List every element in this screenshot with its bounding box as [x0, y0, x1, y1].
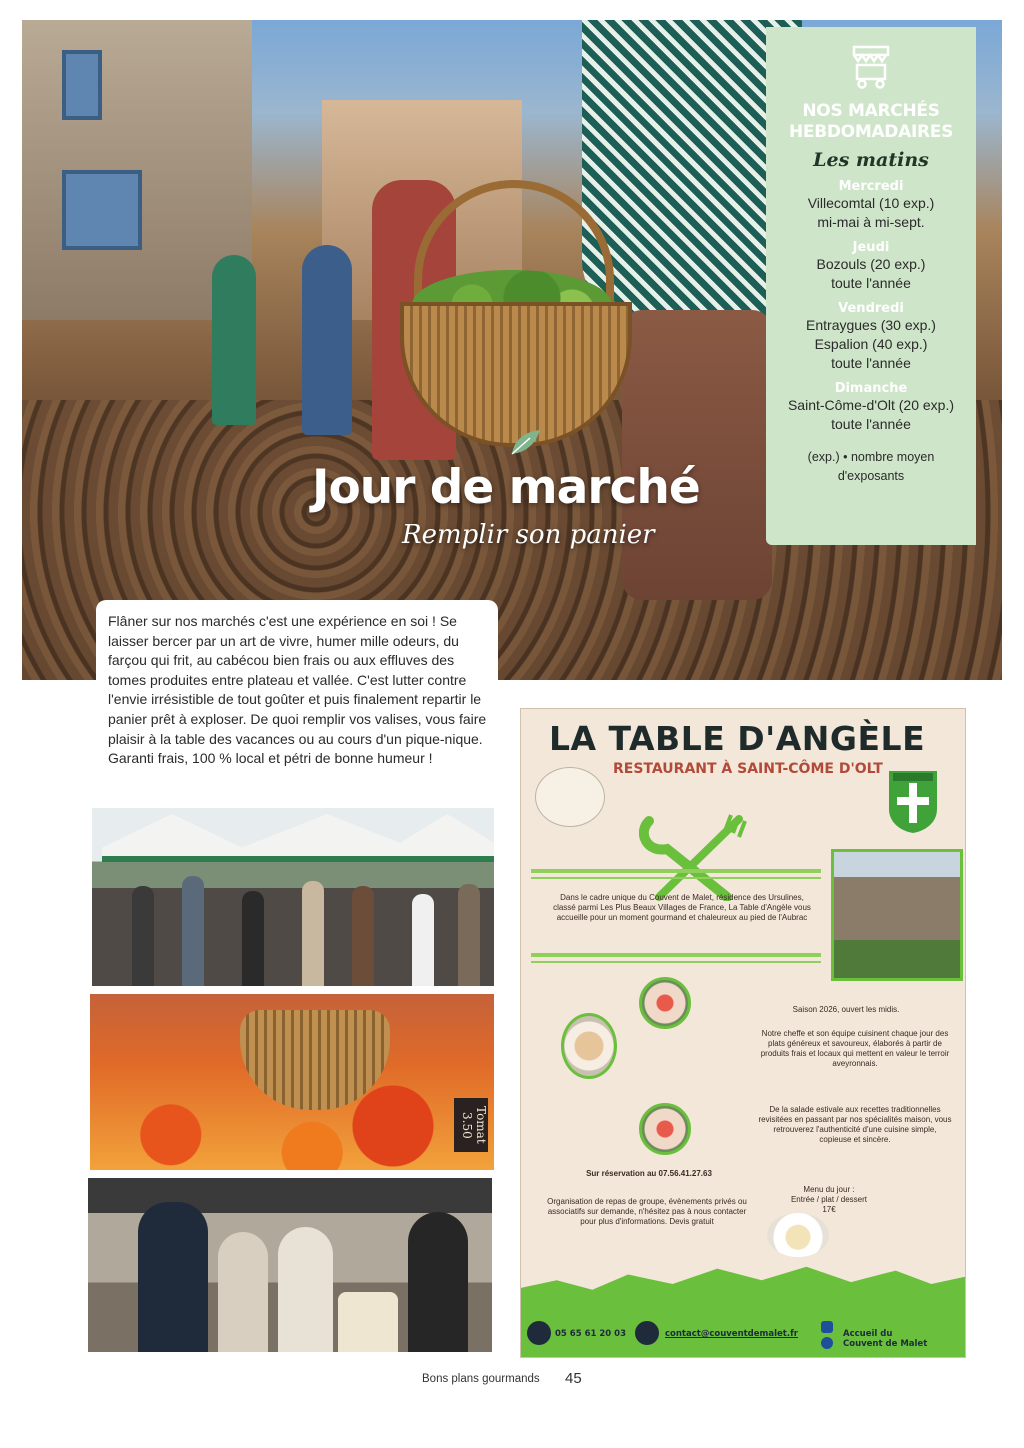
market-line: Villecomtal (10 exp.) [807, 195, 935, 211]
market-tent [102, 814, 242, 862]
panel-title-line: HEBDOMADAIRES [788, 122, 954, 142]
convent-photo [831, 849, 963, 981]
passerby [302, 245, 352, 435]
price-tag: Tomat 3.50 [454, 1098, 488, 1152]
restaurant-name: LA TABLE D'ANGÈLE [549, 719, 926, 758]
facebook-icon[interactable] [821, 1337, 833, 1349]
mail-icon [635, 1321, 659, 1345]
vendor [408, 1212, 468, 1352]
market-line: toute l'année [831, 355, 911, 371]
shopper [242, 891, 264, 986]
note-line: (exp.) • nombre moyen [807, 450, 935, 464]
market-line: Bozouls (20 exp.) [816, 256, 926, 272]
ad-intro-text: Dans le cadre unique du Couvent de Malet, résidence des Ursulines, classé parmi Les Plus Beaux Villages de France, La Table d'Angèle vous accueille pour un moment gourmand et chaleureux au pied de l'Aubrac [553, 893, 811, 922]
divider-bar [531, 953, 821, 957]
market-tent [242, 814, 412, 862]
market-line: toute l'année [831, 275, 911, 291]
basket [240, 1010, 390, 1110]
chef-text: Notre cheffe et son équipe cuisinent chaque jour des plats généreux et savoureux, élaborés à partir de produits frais et locaux qui mettent en valeur le terroir aveyronnais. [760, 1029, 950, 1068]
market-stalls-photo [92, 808, 494, 986]
social-line: Couvent de Malet [843, 1339, 928, 1349]
hero-title: Jour de marché [312, 460, 700, 515]
menu-line: Menu du jour : [803, 1185, 855, 1194]
market-line: mi-mai à mi-sept. [817, 214, 925, 230]
menu-box [761, 1185, 897, 1215]
fork-spoon-icon [639, 813, 749, 901]
window [62, 50, 102, 120]
dessert-photo [561, 1013, 617, 1079]
intro-text-box [96, 600, 498, 800]
shopper [182, 876, 204, 986]
shopper [412, 894, 434, 986]
shopper [352, 886, 374, 986]
shopper [138, 1202, 208, 1352]
menu-line: Entrée / plat / dessert [790, 1195, 868, 1204]
window [62, 170, 142, 250]
market-day: Dimanche [834, 381, 908, 396]
reservation-text: Sur réservation au 07.56.41.27.63 [586, 1169, 712, 1178]
shopper [132, 886, 154, 986]
divider-bar [531, 869, 821, 873]
divider-bar [531, 961, 821, 963]
menu-price: 17€ [822, 1205, 836, 1214]
market-line: Espalion (40 exp.) [814, 336, 928, 352]
panel-subtitle: Les matins [813, 149, 929, 171]
market-tent [392, 814, 494, 862]
social-line: Accueil du [843, 1329, 893, 1339]
dish-photo [639, 1103, 691, 1155]
shopper [458, 884, 480, 986]
leaf-icon [510, 428, 542, 456]
intro-paragraph: Flâner sur nos marchés c'est une expérience en soi ! Se laisser bercer par un art de vivre, humer mille odeurs, du farçou qui frit, au cabécou bien frais ou aux effluves des tomes produites entre plateau et vallée. C'est lutter contre l'envie irrésistible de tout goûter et puis finalement repartir le panier prêt à exploser. De quoi remplir vos valises, vous faire plaisir à la table des vacances ou au cours d'un pique-nique. Garanti frais, 100 % local et pétri de bonne humeur ! [108, 613, 487, 767]
section-name: Bons plans gourmands [422, 1373, 540, 1385]
market-line: Entraygues (30 exp.) [806, 317, 936, 333]
exhibitors-note [766, 448, 976, 486]
divider-bar [531, 877, 821, 879]
restaurant-ad [520, 708, 966, 1358]
shopper [302, 881, 324, 986]
shopper [278, 1227, 333, 1352]
woman-legs [622, 310, 772, 600]
linkedin-icon[interactable] [821, 1321, 833, 1333]
restaurant-tagline: RESTAURANT À SAINT-CÔME D'OLT [613, 761, 883, 777]
groups-text: Organisation de repas de groupe, évènements privés ou associatifs sur demande, n'hésitez pas à nous contacter pour plus d'informations. Devis gratuit [547, 1197, 747, 1226]
plate-photo [767, 1213, 829, 1257]
market-stall-icon [846, 41, 896, 91]
market-day: Jeudi [852, 240, 890, 255]
page-number: 45 [565, 1370, 582, 1387]
market-day: Mercredi [838, 179, 904, 194]
season-text: Saison 2026, ouvert les midis. [792, 1005, 900, 1014]
market-day: Vendredi [838, 301, 904, 316]
village-badge-logo [535, 767, 605, 827]
tomatoes-basket-photo [90, 994, 494, 1170]
panel-title [766, 101, 976, 143]
weekly-markets-panel [766, 27, 976, 545]
social-handle[interactable] [843, 1329, 927, 1349]
salad-text: De la salade estivale aux recettes traditionnelles revisitées en passant par nos spécialités maison, vous retrouverez l'authenticité d'une cuisine simple, copieuse et sincère. [758, 1105, 952, 1144]
panel-title-line: NOS MARCHÉS [802, 101, 940, 121]
shopper [218, 1232, 268, 1352]
hero-subtitle: Remplir son panier [402, 520, 655, 550]
dish-photo [639, 977, 691, 1029]
cheese-stall-photo [88, 1178, 492, 1352]
crest-icon [887, 769, 939, 835]
cheese-wheels [338, 1292, 398, 1352]
market-line: toute l'année [831, 416, 911, 432]
email-link[interactable]: contact@couventdemalet.fr [665, 1329, 798, 1339]
passerby [212, 255, 256, 425]
phone-number[interactable]: 05 65 61 20 03 [555, 1329, 626, 1339]
market-line: Saint-Côme-d'Olt (20 exp.) [787, 397, 955, 413]
phone-icon [527, 1321, 551, 1345]
note-line: d'exposants [837, 469, 905, 483]
